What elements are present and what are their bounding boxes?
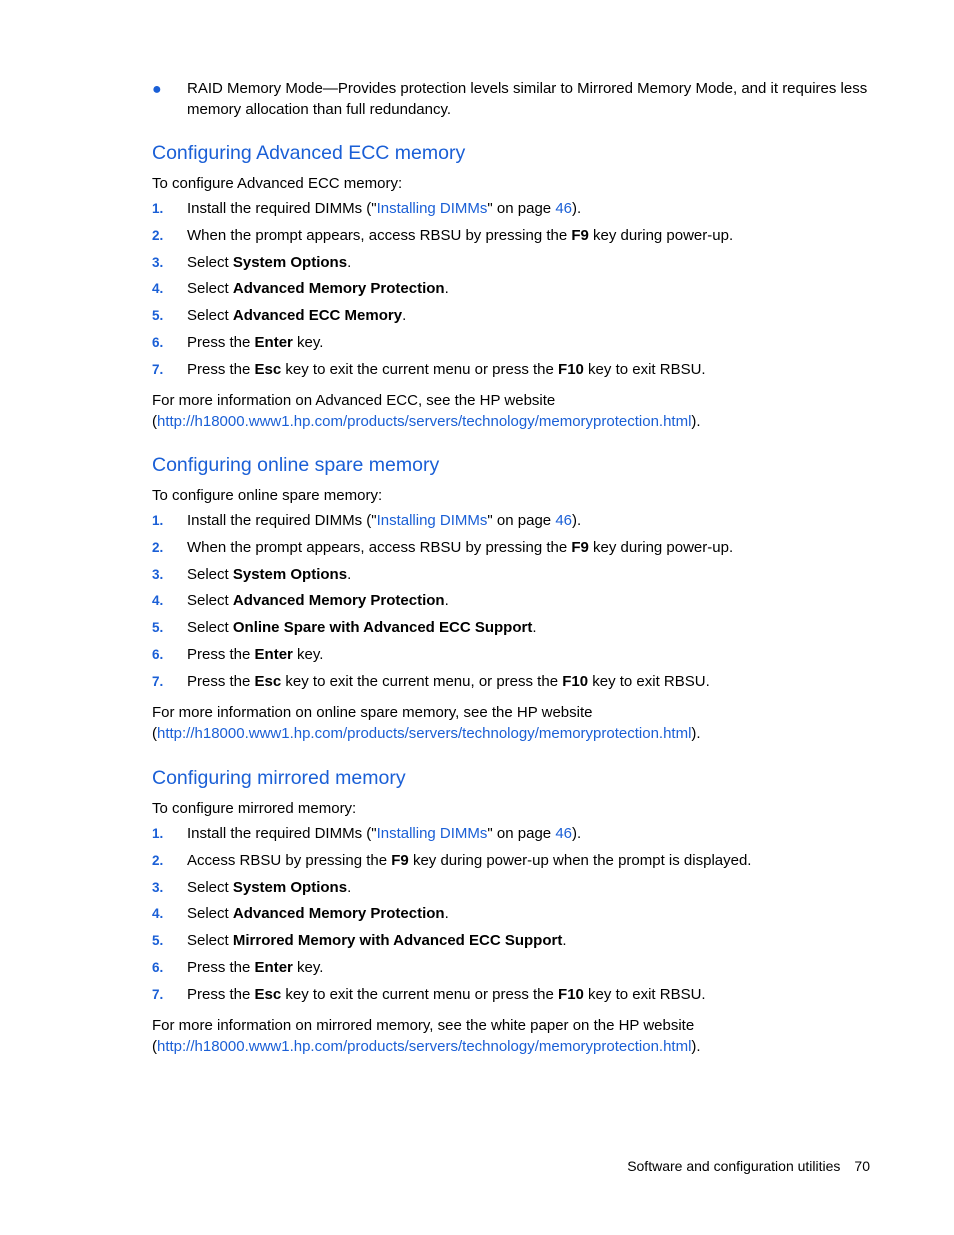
step-text-part: Select (187, 307, 233, 325)
step-item (152, 538, 877, 565)
step-text-part: " on page (487, 825, 556, 842)
step-text-part: key during power-up when the prompt is displayed. (408, 851, 752, 869)
step-text (187, 879, 351, 896)
step-keyword: System Options (232, 878, 348, 896)
step-text (187, 361, 706, 378)
step-text (187, 619, 537, 636)
step-text-part: " on page (487, 200, 556, 217)
step-text-part: ). (572, 512, 582, 529)
section-online-spare (152, 453, 877, 744)
step-number: 5. (152, 620, 164, 636)
step-text-part: . (347, 253, 352, 271)
step-text-part: Access RBSU by pressing the (187, 851, 392, 869)
step-text (187, 932, 567, 949)
hp-website-link[interactable]: http://h18000.www1.hp.com/products/servers/technology/memoryprotection.html (157, 1037, 692, 1055)
section-intro: To configure mirrored memory: (152, 800, 357, 817)
step-text-part: key to exit the current menu, or press the (281, 672, 563, 690)
step-text (187, 959, 323, 976)
step-text-part: Select (187, 565, 233, 583)
section-heading: Configuring mirrored memory (152, 767, 406, 789)
step-item (152, 824, 877, 851)
step-keyword: Advanced Memory Protection (232, 905, 445, 923)
step-text-part: Select (187, 905, 233, 923)
step-text-part: When the prompt appears, access RBSU by pressing the (187, 538, 572, 556)
step-text-part: . (532, 619, 537, 637)
step-number: 1. (152, 826, 164, 841)
step-text-part: Select (187, 932, 233, 950)
step-item (152, 958, 877, 985)
more-info-text: For more information on mirrored memory, see the white paper on the HP website (152, 1016, 695, 1034)
hp-website-link[interactable]: http://h18000.www1.hp.com/products/servers/technology/memoryprotection.html (157, 412, 692, 430)
step-text-part: . (347, 878, 352, 896)
step-number: 2. (152, 539, 164, 555)
step-number: 4. (152, 593, 164, 609)
step-item (152, 333, 877, 360)
step-keyword: Advanced ECC Memory (232, 307, 403, 325)
step-text-part: key to exit RBSU. (588, 672, 710, 690)
step-text-part: Install the required DIMMs (" (187, 200, 377, 217)
step-list (152, 824, 877, 1012)
step-text (187, 566, 351, 583)
step-item (152, 618, 877, 645)
step-text-part: key to exit RBSU. (583, 985, 706, 1003)
step-number: 1. (152, 513, 164, 528)
step-keyword: Esc (254, 360, 282, 378)
open-paren: ( (152, 724, 157, 742)
step-text-part: ). (572, 825, 582, 842)
step-text-part: . (402, 307, 407, 325)
step-text-part: Press the (187, 333, 255, 351)
more-info-paragraph (152, 390, 877, 432)
step-number: 1. (152, 201, 164, 216)
step-keyword: Esc (254, 985, 282, 1003)
step-text-part: key during power-up. (588, 226, 734, 244)
step-keyword: F10 (558, 360, 584, 378)
step-text-part: key during power-up. (588, 538, 734, 556)
step-text (187, 673, 710, 690)
step-text (187, 825, 581, 842)
section-intro: To configure Advanced ECC memory: (152, 175, 403, 192)
step-text-part: " on page (487, 512, 556, 529)
step-text-part: Select (187, 253, 233, 271)
open-paren: ( (152, 1037, 157, 1055)
step-text-part: key to exit RBSU. (583, 360, 706, 378)
step-number: 3. (152, 254, 164, 270)
section-intro: To configure online spare memory: (152, 487, 383, 504)
step-keyword: F9 (571, 538, 589, 556)
step-text (187, 254, 351, 271)
open-paren: ( (152, 412, 157, 430)
link-installing-dimms[interactable]: Installing DIMMs (376, 200, 488, 217)
step-text-part: . (444, 280, 449, 298)
step-number: 2. (152, 852, 164, 868)
step-text (187, 280, 449, 297)
bullet-item-raid (152, 78, 877, 120)
step-text-part: Press the (187, 645, 255, 663)
step-number: 4. (152, 906, 164, 922)
step-text-part: key to exit the current menu or press the (281, 360, 559, 378)
step-item (152, 904, 877, 931)
step-text (187, 200, 581, 217)
step-keyword: Enter (254, 645, 293, 663)
step-text-part: . (347, 565, 352, 583)
section-heading: Configuring online spare memory (152, 454, 440, 476)
step-text-part: . (562, 932, 567, 950)
step-text-part: Select (187, 592, 233, 610)
hp-website-link[interactable]: http://h18000.www1.hp.com/products/servers/technology/memoryprotection.html (157, 724, 692, 742)
step-text (187, 539, 733, 556)
step-keyword: Enter (254, 958, 293, 976)
step-number: 7. (152, 361, 164, 377)
step-text-part: Press the (187, 985, 255, 1003)
link-page-number[interactable]: 46 (555, 200, 572, 217)
step-list (152, 199, 877, 387)
step-keyword: Esc (254, 672, 282, 690)
step-text-part: When the prompt appears, access RBSU by pressing the (187, 226, 572, 244)
step-number: 3. (152, 879, 164, 895)
step-number: 6. (152, 959, 164, 975)
section-mirrored (152, 766, 877, 1057)
step-number: 7. (152, 673, 164, 689)
step-item (152, 199, 877, 226)
step-keyword: Mirrored Memory with Advanced ECC Support (232, 932, 563, 950)
step-item (152, 306, 877, 333)
step-text (187, 512, 581, 529)
step-text (187, 852, 751, 869)
step-item (152, 851, 877, 878)
step-keyword: Advanced Memory Protection (232, 280, 445, 298)
step-text-part: key. (292, 958, 324, 976)
step-text-part: Press the (187, 672, 255, 690)
step-item (152, 511, 877, 538)
step-text-part: key. (292, 645, 324, 663)
step-text-part: . (444, 592, 449, 610)
section-advanced-ecc (152, 141, 877, 432)
step-keyword: Enter (254, 333, 293, 351)
step-item (152, 565, 877, 592)
step-item (152, 878, 877, 905)
step-item (152, 226, 877, 253)
step-text-part: key to exit the current menu or press the (281, 985, 559, 1003)
step-text-part: Press the (187, 958, 255, 976)
footer-section-title: Software and configuration utilities (627, 1158, 841, 1174)
step-item (152, 672, 877, 699)
step-text (187, 307, 406, 324)
step-text-part: . (444, 905, 449, 923)
step-number: 6. (152, 646, 164, 662)
close-paren: ). (691, 412, 701, 430)
step-item (152, 645, 877, 672)
step-keyword: F10 (562, 672, 589, 690)
step-number: 5. (152, 933, 164, 949)
step-text (187, 905, 449, 922)
bullet-text: RAID Memory Mode—Provides protection levels similar to Mirrored Memory Mode, and it requires less memory allocation than full redundancy. (187, 80, 868, 118)
step-text (187, 227, 733, 244)
step-item (152, 591, 877, 618)
step-text (187, 646, 323, 663)
more-info-paragraph (152, 702, 877, 744)
close-paren: ). (691, 1037, 701, 1055)
step-number: 5. (152, 308, 164, 324)
step-keyword: F9 (571, 226, 589, 244)
more-info-text: For more information on online spare memory, see the HP website (152, 703, 593, 721)
footer-page-number: 70 (854, 1158, 870, 1174)
more-info-paragraph (152, 1015, 877, 1057)
link-installing-dimms[interactable]: Installing DIMMs (376, 512, 488, 529)
step-item (152, 985, 877, 1012)
step-number: 2. (152, 227, 164, 243)
step-keyword: F10 (558, 985, 584, 1003)
step-item (152, 931, 877, 958)
step-text-part: Select (187, 280, 233, 298)
step-text (187, 334, 323, 351)
step-keyword: System Options (232, 253, 348, 271)
step-item (152, 360, 877, 387)
close-paren: ). (691, 724, 701, 742)
step-list (152, 511, 877, 699)
step-number: 4. (152, 281, 164, 297)
step-text-part: Install the required DIMMs (" (187, 512, 377, 529)
step-text-part: Select (187, 619, 233, 637)
step-text (187, 986, 706, 1003)
step-keyword: Online Spare with Advanced ECC Support (232, 619, 533, 637)
step-text-part: ). (572, 200, 582, 217)
section-heading: Configuring Advanced ECC memory (152, 142, 466, 164)
step-number: 6. (152, 334, 164, 350)
step-item (152, 279, 877, 306)
step-number: 7. (152, 986, 164, 1002)
step-item (152, 253, 877, 280)
page-footer (627, 1158, 870, 1174)
bullet-dot-icon: ● (152, 81, 162, 98)
more-info-text: For more information on Advanced ECC, see the HP website (152, 391, 556, 409)
step-keyword: Advanced Memory Protection (232, 592, 445, 610)
step-number: 3. (152, 566, 164, 582)
step-keyword: System Options (232, 565, 348, 583)
step-text-part: Install the required DIMMs (" (187, 825, 377, 842)
link-installing-dimms[interactable]: Installing DIMMs (376, 825, 488, 842)
link-page-number[interactable]: 46 (555, 512, 572, 529)
link-page-number[interactable]: 46 (555, 825, 572, 842)
step-text-part: Press the (187, 360, 255, 378)
step-text-part: key. (292, 333, 324, 351)
step-keyword: F9 (391, 851, 409, 869)
step-text-part: Select (187, 878, 233, 896)
step-text (187, 592, 449, 609)
